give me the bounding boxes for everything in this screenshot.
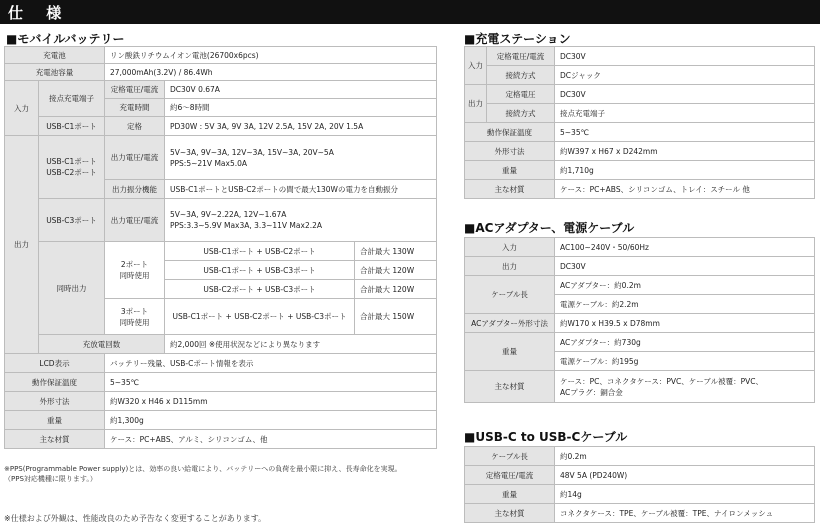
- lcd-value: バッテリー残量、USB-Cポート情報を表示: [105, 354, 437, 373]
- table-row: [5, 411, 437, 430]
- adapter-input-label: 入力: [465, 238, 555, 257]
- rated-label: 定格電圧/電流: [105, 81, 165, 99]
- combo4-ports: USB-C1ポート + USB-C2ポート + USB-C3ポート: [165, 299, 355, 335]
- c1-input-value: PD30W : 5V 3A, 9V 3A, 12V 2.5A, 15V 2A, 20V 1.5A: [165, 117, 437, 136]
- usbc-heading: ■USB-C to USB-Cケーブル: [464, 430, 628, 444]
- table-row: [5, 64, 437, 81]
- contact-rated-value: DC30V 0.67A: [165, 81, 437, 99]
- station-temp-value: 5~35℃: [555, 123, 815, 142]
- cell-label: 充電池: [5, 47, 105, 64]
- table-row: [465, 123, 815, 142]
- combo3-ports: USB-C2ポート + USB-C3ポート: [165, 280, 355, 299]
- adapter-heading: ■ACアダプター、電源ケーブル: [464, 221, 635, 235]
- station-material-label: 主な材質: [465, 180, 555, 199]
- table-row: [5, 81, 437, 99]
- dist-label: 出力振分機能: [105, 180, 165, 199]
- combo4-total: 合計最大 150W: [355, 299, 437, 335]
- station-temp-label: 動作保証温度: [465, 123, 555, 142]
- table-row: [5, 242, 437, 261]
- two-ports-label: 2ポート 同時使用: [105, 242, 165, 299]
- material-label: 主な材質: [5, 430, 105, 449]
- usbc-rated-value: 48V 5A (PD240W): [555, 466, 815, 485]
- station-conn-label: 接続方式: [487, 66, 555, 85]
- battery-spec-table: [4, 46, 437, 449]
- table-row: [465, 104, 815, 123]
- table-row: [5, 335, 437, 354]
- page-title: 仕 様: [8, 4, 71, 22]
- table-row: [5, 430, 437, 449]
- adapter-cable-len-power: 電源ケーブル：約2.2m: [555, 295, 815, 314]
- cycles-value: 約2,000回 ※使用状況などにより異なります: [165, 335, 437, 354]
- c1c2-output-value: 5V~3A, 9V~3A, 12V~3A, 15V~3A, 20V~5A PPS:5~21V Max5.0A: [165, 136, 437, 180]
- weight-label: 重量: [5, 411, 105, 430]
- combo1-total: 合計最大 130W: [355, 242, 437, 261]
- adapter-spec-table: [464, 237, 815, 403]
- table-row: [465, 314, 815, 333]
- table-row: [5, 136, 437, 180]
- usbc-spec-table: [464, 446, 815, 523]
- table-row: [465, 66, 815, 85]
- station-weight-label: 重量: [465, 161, 555, 180]
- output-group-label: 出力: [5, 136, 39, 354]
- station-dim-value: 約W397 x H67 x D242mm: [555, 142, 815, 161]
- station-output-conn-value: 接点充電端子: [555, 104, 815, 123]
- table-row: [465, 504, 815, 523]
- dimensions-label: 外形寸法: [5, 392, 105, 411]
- rated-short-label: 定格: [105, 117, 165, 136]
- usbc-weight-value: 約14g: [555, 485, 815, 504]
- c1c2-port-label: USB-C1ポート USB-C2ポート: [39, 136, 105, 199]
- adapter-dim-label: ACアダプター外形寸法: [465, 314, 555, 333]
- capacity-value: 27,000mAh(3.2V) / 86.4Wh: [105, 64, 437, 81]
- table-row: [465, 257, 815, 276]
- station-input-conn-value: DCジャック: [555, 66, 815, 85]
- adapter-weight-power: 電源ケーブル：約195g: [555, 352, 815, 371]
- table-row: [465, 447, 815, 466]
- adapter-dim-value: 約W170 x H39.5 x D78mm: [555, 314, 815, 333]
- dimensions-value: 約W320 x H46 x D115mm: [105, 392, 437, 411]
- table-row: [465, 142, 815, 161]
- combo1-ports: USB-C1ポート + USB-C2ポート: [165, 242, 355, 261]
- table-row: [465, 238, 815, 257]
- usbc-len-value: 約0.2m: [555, 447, 815, 466]
- charge-time-label: 充電時間: [105, 99, 165, 117]
- adapter-material-value: ケース：PC、コネクタケース：PVC、ケーブル被覆：PVC、 ACプラグ：銅合金: [555, 371, 815, 403]
- adapter-material-label: 主な材質: [465, 371, 555, 403]
- three-ports-label: 3ポート 同時使用: [105, 299, 165, 335]
- cell-value: リン酸鉄リチウムイオン電池(26700x6pcs): [105, 47, 437, 64]
- table-row: [465, 466, 815, 485]
- lcd-label: LCD表示: [5, 354, 105, 373]
- station-output-voltage-value: DC30V: [555, 85, 815, 104]
- usbc-len-label: ケーブル長: [465, 447, 555, 466]
- station-input-label: 入力: [465, 47, 487, 85]
- title-bar: [0, 0, 820, 24]
- adapter-cable-len-adapter: ACアダプター：約0.2m: [555, 276, 815, 295]
- temp-label: 動作保証温度: [5, 373, 105, 392]
- table-row: [5, 373, 437, 392]
- table-row: [5, 354, 437, 373]
- combo2-ports: USB-C1ポート + USB-C3ポート: [165, 261, 355, 280]
- charge-time-value: 約6～8時間: [165, 99, 437, 117]
- weight-value: 約1,300g: [105, 411, 437, 430]
- station-heading: ■充電ステーション: [464, 32, 571, 46]
- c1-port-label: USB-C1ポート: [39, 117, 105, 136]
- change-note: ※仕様および外観は、性能改良のため予告なく変更することがあります。: [4, 514, 267, 523]
- adapter-output-value: DC30V: [555, 257, 815, 276]
- usbc-material-value: コネクタケース：TPE、ケーブル被覆：TPE、ナイロンメッシュ: [555, 504, 815, 523]
- table-row: [5, 392, 437, 411]
- table-row: [465, 276, 815, 295]
- combo3-total: 合計最大 120W: [355, 280, 437, 299]
- usbc-material-label: 主な材質: [465, 504, 555, 523]
- temp-value: 5~35℃: [105, 373, 437, 392]
- adapter-weight-label: 重量: [465, 333, 555, 371]
- station-rated-label: 定格電圧/電流: [487, 47, 555, 66]
- station-weight-value: 約1,710g: [555, 161, 815, 180]
- station-voltage-label: 定格電圧: [487, 85, 555, 104]
- station-material-value: ケース：PC+ABS、シリコンゴム、トレイ：スチール 他: [555, 180, 815, 199]
- material-value: ケース：PC+ABS、アルミ、シリコンゴム、他: [105, 430, 437, 449]
- pps-note: ※PPS(Programmable Power supply)とは、効率の良い給電により、バッテリーへの負荷を最小限に抑え、長寿命化を実現。 （PPS対応機種に限ります。）: [4, 465, 402, 483]
- adapter-weight-adapter: ACアダプター：約730g: [555, 333, 815, 352]
- c3-port-label: USB-C3ポート: [39, 199, 105, 242]
- contact-terminal-label: 接点充電端子: [39, 81, 105, 117]
- capacity-label: 充電池容量: [5, 64, 105, 81]
- table-row: [465, 333, 815, 352]
- station-conn-label: 接続方式: [487, 104, 555, 123]
- table-row: [5, 47, 437, 64]
- table-row: [5, 117, 437, 136]
- combo2-total: 合計最大 120W: [355, 261, 437, 280]
- table-row: [465, 180, 815, 199]
- adapter-cable-len-label: ケーブル長: [465, 276, 555, 314]
- usbc-weight-label: 重量: [465, 485, 555, 504]
- table-row: [5, 199, 437, 242]
- station-dim-label: 外形寸法: [465, 142, 555, 161]
- battery-heading: ■モバイルバッテリー: [6, 32, 125, 46]
- out-rated-label: 出力電圧/電流: [105, 199, 165, 242]
- table-row: [465, 161, 815, 180]
- adapter-input-value: AC100~240V・50/60Hz: [555, 238, 815, 257]
- table-row: [465, 47, 815, 66]
- cycles-label: 充放電回数: [39, 335, 165, 354]
- station-spec-table: [464, 46, 815, 199]
- table-row: [465, 85, 815, 104]
- table-row: [465, 371, 815, 403]
- station-output-label: 出力: [465, 85, 487, 123]
- station-input-rated-value: DC30V: [555, 47, 815, 66]
- dist-value: USB-C1ポートとUSB-C2ポートの間で最大130Wの電力を自動振分: [165, 180, 437, 199]
- usbc-rated-label: 定格電圧/電流: [465, 466, 555, 485]
- simultaneous-label: 同時出力: [39, 242, 105, 335]
- out-rated-label: 出力電圧/電流: [105, 136, 165, 180]
- table-row: [465, 485, 815, 504]
- input-group-label: 入力: [5, 81, 39, 136]
- c3-output-value: 5V~3A, 9V~2.22A, 12V~1.67A PPS:3.3~5.9V Max3A, 3.3~11V Max2.2A: [165, 199, 437, 242]
- adapter-output-label: 出力: [465, 257, 555, 276]
